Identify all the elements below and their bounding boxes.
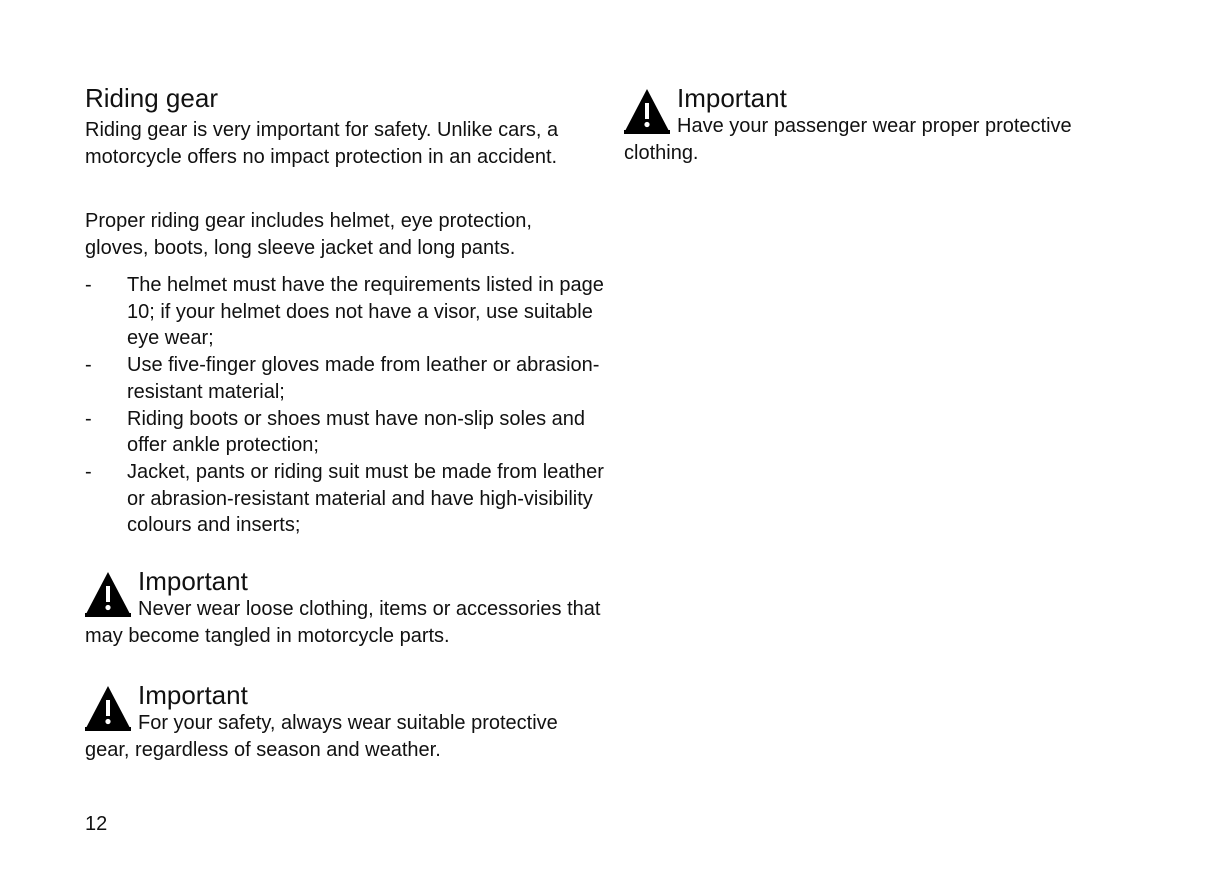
warning-box-loose-clothing xyxy=(85,566,605,650)
warning-text: Have your passenger wear proper protective clothing. xyxy=(624,115,1072,164)
intro-paragraph: Riding gear is very important for safety. Unlike cars, a motorcycle offers no impact protection in an accident. xyxy=(85,119,559,168)
warning-heading: Important xyxy=(138,680,248,710)
warning-box-protective-gear xyxy=(85,680,605,764)
warning-text: For your safety, always wear suitable protective gear, regardless of season and weather. xyxy=(85,712,558,761)
warning-triangle-icon xyxy=(85,571,131,617)
gear-list xyxy=(85,272,605,539)
bullet-dash: - xyxy=(85,460,92,483)
list-item xyxy=(85,459,605,539)
page-number: 12 xyxy=(85,813,108,835)
warning-heading: Important xyxy=(677,83,787,113)
gear-paragraph: Proper riding gear includes helmet, eye protection, gloves, boots, long sleeve jacket and long pants. xyxy=(85,210,532,259)
warning-triangle-icon xyxy=(624,88,670,134)
warning-triangle-icon xyxy=(85,685,131,731)
list-item-text: The helmet must have the requirements listed in page 10; if your helmet does not have a visor, use suitable eye wear; xyxy=(127,274,604,350)
warning-text: Never wear loose clothing, items or accessories that may become tangled in motorcycle parts. xyxy=(85,598,601,647)
list-item-text: Jacket, pants or riding suit must be made from leather or abrasion-resistant material and have high-visibility colours and inserts; xyxy=(127,460,604,537)
warning-box-passenger xyxy=(624,83,1129,167)
list-item-text: Riding boots or shoes must have non-slip soles and offer ankle protection; xyxy=(127,407,586,457)
bullet-dash: - xyxy=(85,407,92,430)
list-item-text: Use five-finger gloves made from leather or abrasion-resistant material; xyxy=(127,354,600,403)
section-title: Riding gear xyxy=(85,83,218,113)
list-item xyxy=(85,352,605,405)
warning-heading: Important xyxy=(138,566,248,596)
bullet-dash: - xyxy=(85,274,92,296)
bullet-dash: - xyxy=(85,354,92,377)
list-item xyxy=(85,406,605,459)
list-item xyxy=(85,272,605,352)
